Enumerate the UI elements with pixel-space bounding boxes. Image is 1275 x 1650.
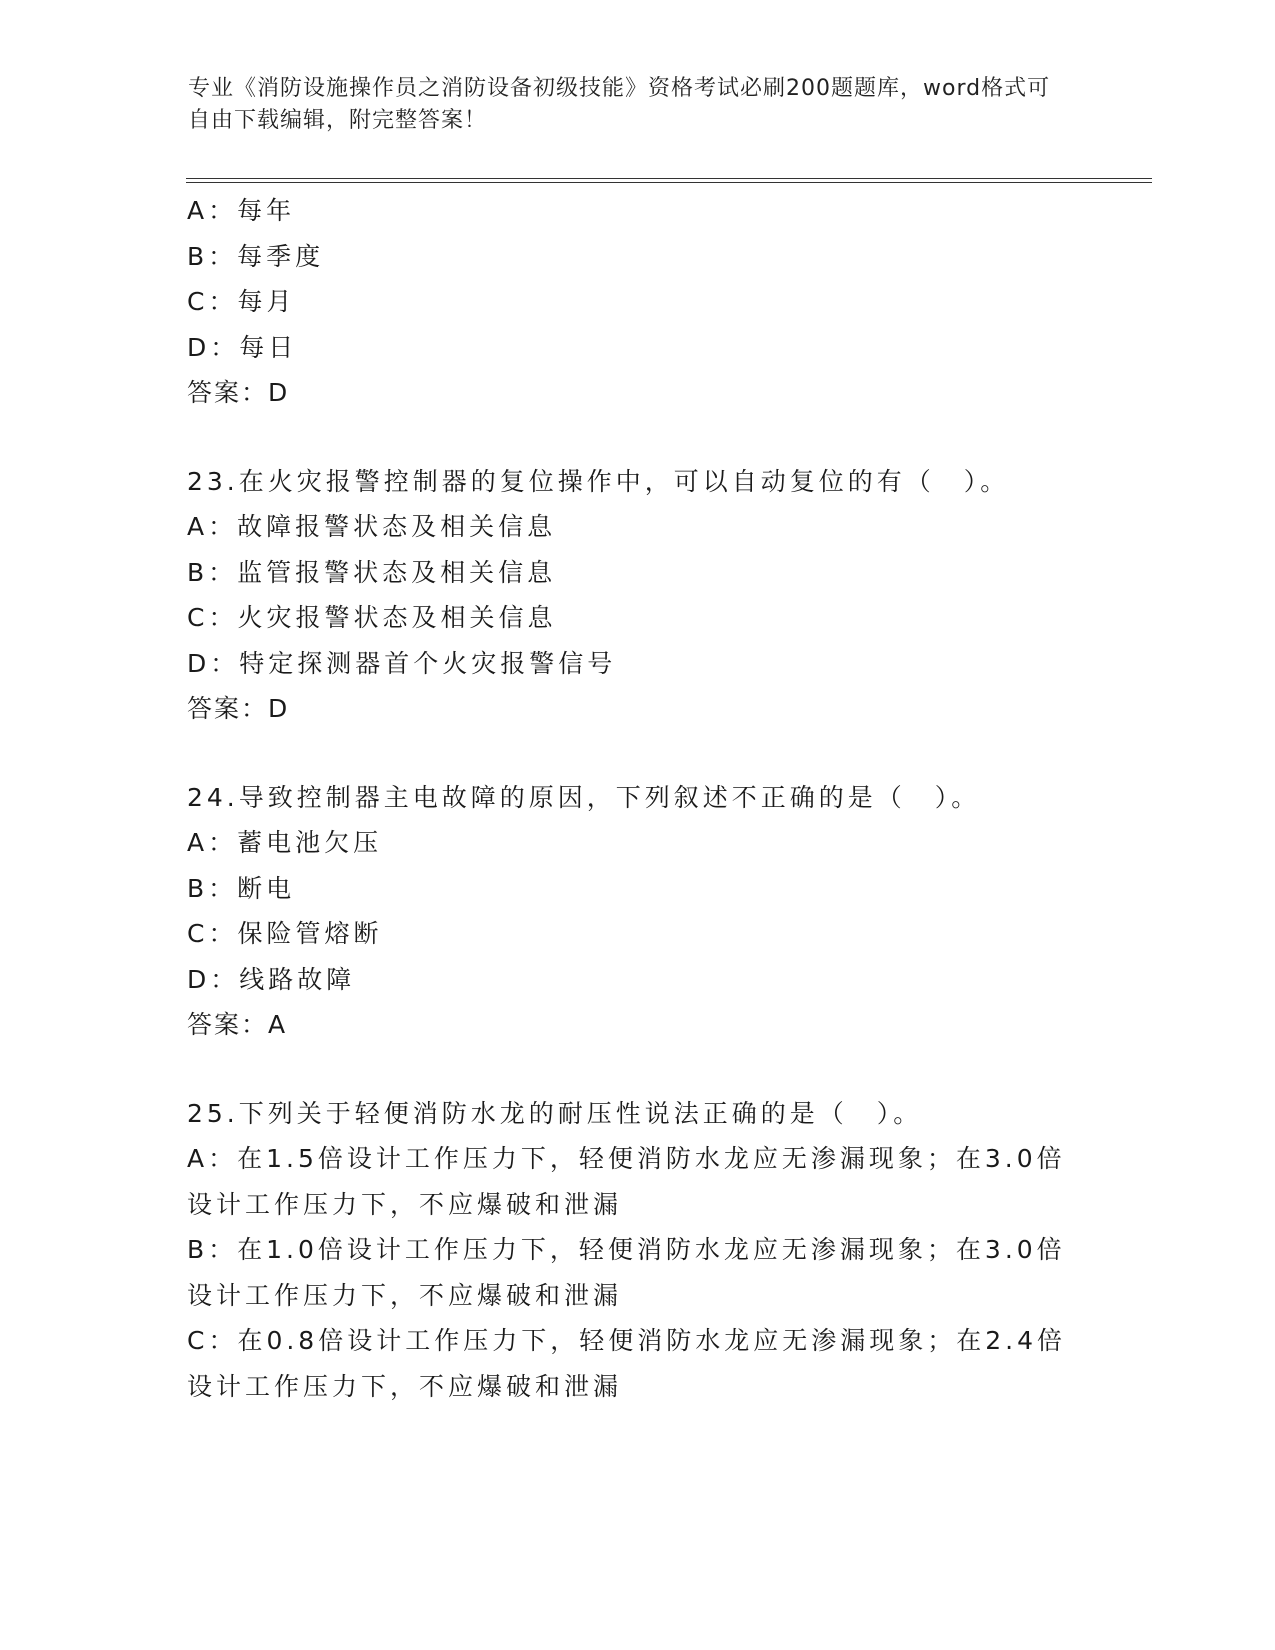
question-stem: 24.导致控制器主电故障的原因，下列叙述不正确的是（ ）。: [187, 782, 981, 812]
answer-line: 答案：D: [187, 378, 290, 407]
question-stem: 25.下列关于轻便消防水龙的耐压性说法正确的是（ ）。: [187, 1098, 923, 1128]
option-b: B：在1.0倍设计工作压力下，轻便消防水龙应无渗漏现象；在3.0倍设计工作压力下，不应爆破和泄漏: [187, 1235, 1066, 1310]
question-25: [187, 1091, 1087, 1410]
option-c: C：每月: [187, 287, 296, 316]
option-a: A：故障报警状态及相关信息: [187, 512, 557, 541]
header-divider: [186, 178, 1152, 183]
option-c: C：火灾报警状态及相关信息: [187, 603, 557, 632]
question-content: [187, 188, 1087, 1409]
option-a: A：每年: [187, 196, 296, 225]
option-c: C：保险管熔断: [187, 919, 383, 948]
page-header: 专业《消防设施操作员之消防设备初级技能》资格考试必刷200题题库，word格式可自由下载编辑，附完整答案！: [188, 76, 1051, 133]
option-d: D：线路故障: [187, 964, 356, 994]
option-d: D：特定探测器首个火灾报警信号: [187, 648, 617, 678]
answer-line: 答案：D: [187, 694, 290, 723]
question-prev: [187, 188, 1087, 416]
option-c: C：在0.8倍设计工作压力下，轻便消防水龙应无渗漏现象；在2.4倍设计工作压力下，不应爆破和泄漏: [187, 1326, 1066, 1401]
option-d: D：每日: [187, 332, 298, 362]
option-a: A：在1.5倍设计工作压力下，轻便消防水龙应无渗漏现象；在3.0倍设计工作压力下，不应爆破和泄漏: [187, 1144, 1066, 1219]
option-a: A：蓄电池欠压: [187, 828, 383, 857]
answer-line: 答案：A: [187, 1010, 288, 1039]
option-b: B：监管报警状态及相关信息: [187, 557, 557, 587]
question-23: [187, 459, 1087, 732]
question-24: [187, 775, 1087, 1048]
option-b: B：每季度: [187, 241, 325, 271]
question-stem: 23.在火灾报警控制器的复位操作中，可以自动复位的有（ ）。: [187, 466, 1010, 496]
option-b: B：断电: [187, 873, 296, 903]
